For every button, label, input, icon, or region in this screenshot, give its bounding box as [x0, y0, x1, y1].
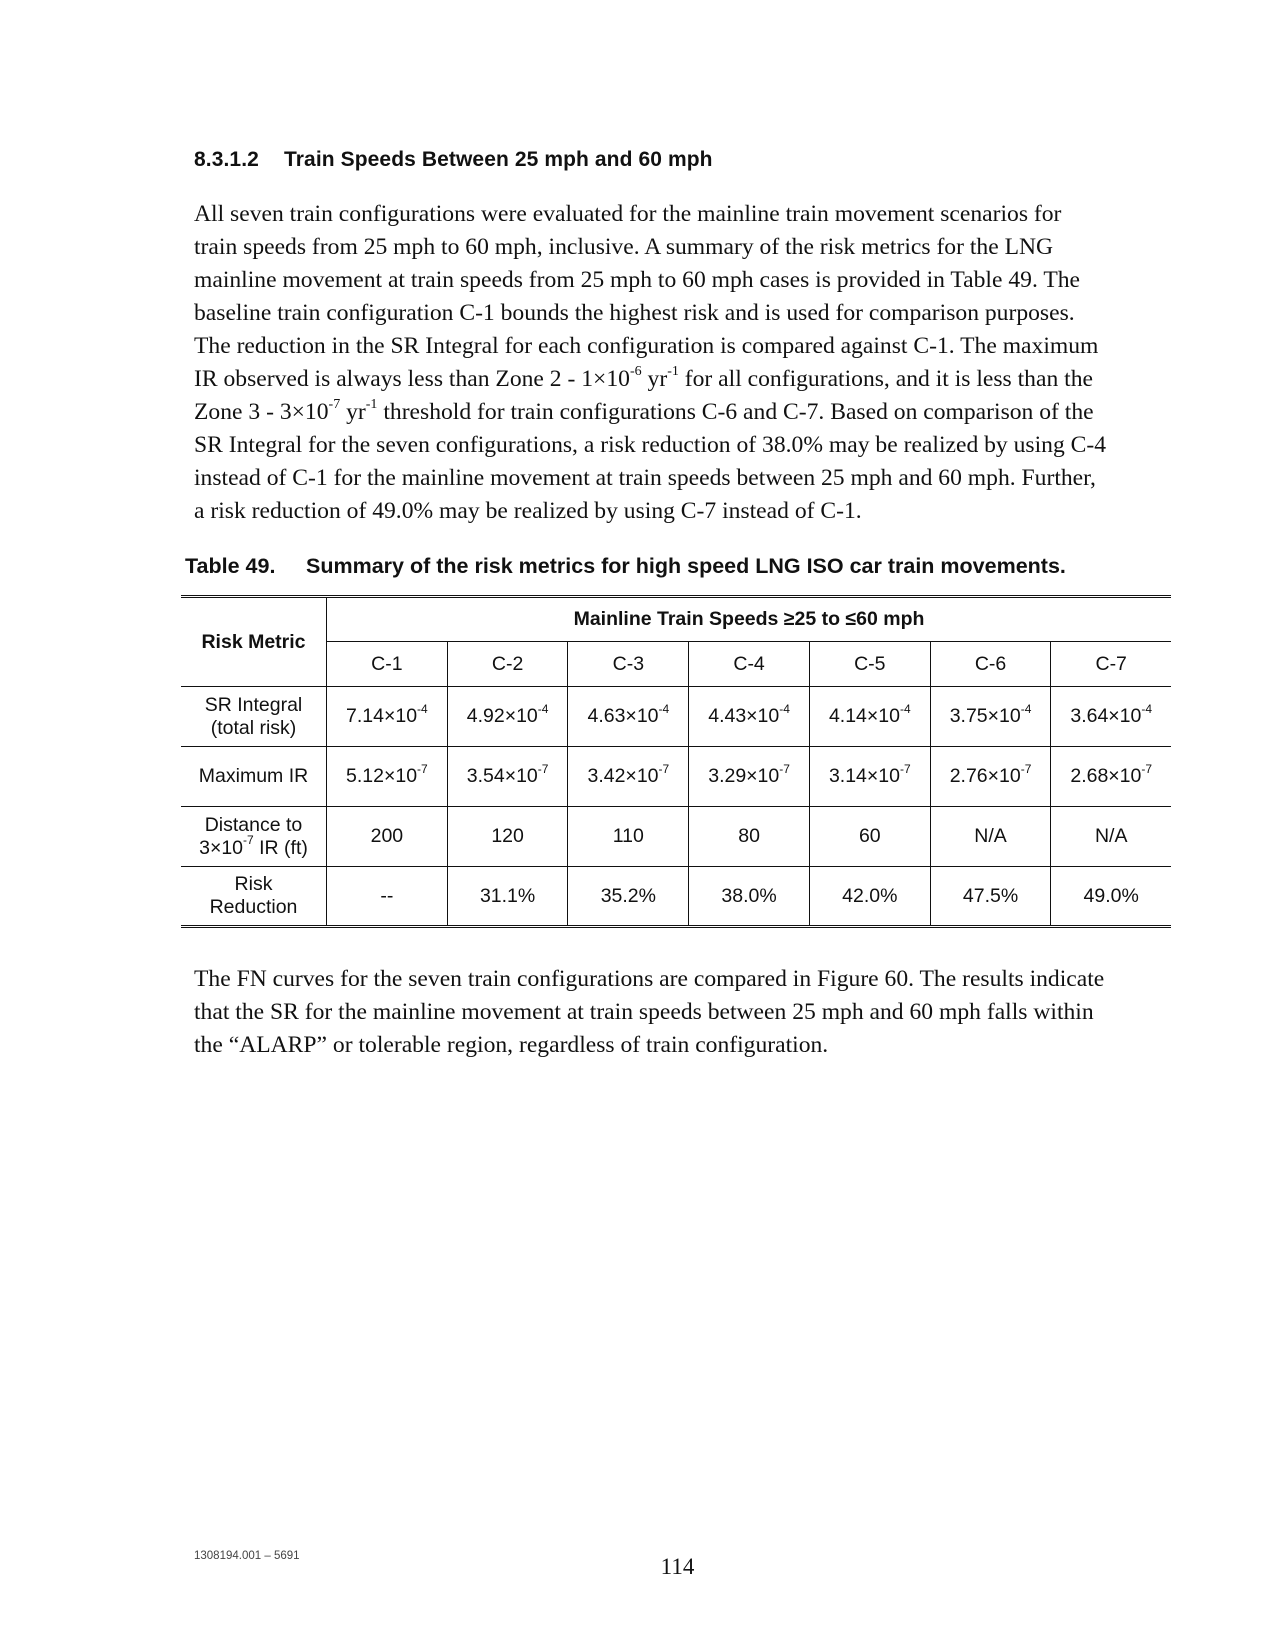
section-heading [194, 148, 713, 172]
section-number: 8.3.1.2 [194, 148, 259, 171]
superscript: -1 [365, 397, 378, 413]
table-cell: 47.5% [930, 867, 1051, 927]
table-cell [930, 687, 1051, 747]
text-run: threshold for train configurations C-6 and C-7. Based on comparison of the [377, 399, 1094, 425]
config-header: C-7 [1051, 642, 1171, 687]
paragraph-line: SR Integral for the seven configurations, a risk reduction of 38.0% may be realized by using C-4 [194, 432, 1107, 458]
paragraph-line: The reduction in the SR Integral for each configuration is compared against C-1. The maximum [194, 333, 1099, 359]
table-cell [447, 747, 568, 807]
cell-mantissa: 3.29×10 [708, 765, 780, 787]
cell-exponent: -7 [779, 761, 790, 776]
table-cell [689, 687, 810, 747]
text-run: Zone 3 - 3×10 [194, 399, 329, 425]
cell-exponent: -7 [899, 761, 911, 776]
cell-mantissa: 3.75×10 [949, 705, 1021, 727]
text-run: yr [340, 399, 366, 425]
table-cell [447, 687, 568, 747]
table-cell [568, 747, 689, 807]
cell-mantissa: 5.12×10 [346, 765, 418, 787]
row-label-line: IR (ft) [253, 836, 308, 859]
table-cell: 120 [447, 807, 568, 867]
table-cell: 49.0% [1051, 867, 1171, 927]
paragraph-line: baseline train configuration C-1 bounds the highest risk and is used for comparison purposes. [194, 300, 1075, 326]
table-cell: 110 [568, 807, 689, 867]
row-label-line: Distance to [204, 813, 303, 836]
table-row-sr-integral [181, 687, 1171, 747]
row-label-line: SR Integral [204, 693, 303, 716]
table-row-risk-reduction [181, 867, 1171, 927]
table-cell: 35.2% [568, 867, 689, 927]
table-row-maximum-ir [181, 747, 1171, 807]
paragraph-line: All seven train configurations were evaluated for the mainline train movement scenarios for [194, 201, 1062, 227]
cell-mantissa: 3.42×10 [587, 765, 659, 787]
paragraph-line: The FN curves for the seven train configurations are compared in Figure 60. The results indicate [194, 966, 1105, 992]
cell-exponent: -7 [1020, 761, 1032, 776]
table-cell [327, 747, 448, 807]
row-label-line: Reduction [209, 896, 298, 918]
text-run: yr [641, 366, 668, 392]
row-label-line: Risk [234, 873, 273, 895]
config-header: C-1 [327, 642, 448, 687]
paragraph-line [194, 363, 1194, 396]
table-cell [809, 687, 930, 747]
table-cell: 42.0% [809, 867, 930, 927]
superscript: -7 [243, 833, 254, 847]
row-label [181, 687, 327, 747]
risk-metrics-table [181, 595, 1171, 928]
paragraph-line: a risk reduction of 49.0% may be realized by using C-7 instead of C-1. [194, 498, 862, 524]
paragraph-line: instead of C-1 for the mainline movement at train speeds between 25 mph and 60 mph. Further, [194, 465, 1096, 491]
cell-exponent: -4 [779, 701, 790, 716]
cell-mantissa: 4.14×10 [828, 705, 900, 727]
table-caption [185, 554, 1066, 579]
table-cell [930, 747, 1051, 807]
config-header: C-4 [689, 642, 810, 687]
table-caption-text: Summary of the risk metrics for high speed LNG ISO car train movements. [306, 554, 1066, 578]
cell-exponent: -4 [899, 701, 911, 716]
row-label [181, 867, 327, 927]
text-run: for all configurations, and it is less than the [678, 366, 1093, 392]
table-cell: N/A [930, 807, 1051, 867]
speed-group-header: Mainline Train Speeds ≥25 to ≤60 mph [327, 597, 1172, 642]
row-label-line: (total risk) [210, 716, 297, 739]
superscript: -1 [667, 364, 679, 380]
table-cell: 60 [809, 807, 930, 867]
row-label-line: 3×10 [199, 836, 244, 859]
page-number: 114 [660, 1554, 695, 1579]
config-header: C-2 [447, 642, 568, 687]
cell-mantissa: 3.64×10 [1070, 705, 1142, 727]
table-cell [689, 747, 810, 807]
cell-exponent: -7 [658, 761, 670, 776]
table-caption-label: Table 49. [185, 554, 276, 578]
table-cell: 200 [327, 807, 448, 867]
config-header: C-5 [809, 642, 930, 687]
table-cell [1051, 687, 1171, 747]
table-cell [1051, 747, 1171, 807]
row-label: Maximum IR [181, 747, 327, 807]
config-header-row [181, 642, 1171, 687]
cell-exponent: -4 [417, 701, 428, 716]
cell-mantissa: 7.14×10 [346, 705, 418, 727]
cell-mantissa: 2.76×10 [949, 765, 1021, 787]
cell-exponent: -4 [1141, 701, 1153, 716]
table-cell: 38.0% [689, 867, 810, 927]
config-header: C-6 [930, 642, 1051, 687]
table-cell: N/A [1051, 807, 1171, 867]
superscript: -7 [328, 397, 341, 413]
risk-metric-header: Risk Metric [181, 597, 327, 687]
cell-mantissa: 2.68×10 [1070, 765, 1142, 787]
table-cell [568, 687, 689, 747]
cell-exponent: -4 [1020, 701, 1032, 716]
cell-mantissa: 3.14×10 [828, 765, 900, 787]
paragraph-line: train speeds from 25 mph to 60 mph, inclusive. A summary of the risk metrics for the LNG [194, 234, 1054, 260]
cell-exponent: -4 [658, 701, 670, 716]
cell-mantissa: 4.63×10 [587, 705, 659, 727]
superscript: -6 [629, 364, 642, 380]
body-paragraph-1 [194, 198, 1194, 528]
table-header-row [181, 597, 1171, 642]
row-label [181, 807, 327, 867]
body-paragraph-2 [194, 963, 1194, 1062]
footer-document-id: 1308194.001 – 5691 [194, 1550, 300, 1562]
table-cell: 31.1% [447, 867, 568, 927]
table-cell: 80 [689, 807, 810, 867]
cell-exponent: -7 [417, 761, 428, 776]
paragraph-line [194, 396, 1194, 429]
cell-exponent: -4 [537, 701, 549, 716]
cell-mantissa: 4.92×10 [466, 705, 538, 727]
paragraph-line: mainline movement at train speeds from 25 mph to 60 mph cases is provided in Table 49. The [194, 267, 1080, 293]
table-cell: -- [327, 867, 448, 927]
table-cell [327, 687, 448, 747]
text-run: IR observed is always less than Zone 2 - 1×10 [194, 366, 630, 392]
cell-mantissa: 3.54×10 [466, 765, 538, 787]
section-title: Train Speeds Between 25 mph and 60 mph [284, 148, 713, 171]
paragraph-line: the “ALARP” or tolerable region, regardless of train configuration. [194, 1032, 829, 1058]
cell-exponent: -7 [1141, 761, 1153, 776]
config-header: C-3 [568, 642, 689, 687]
table-row-distance [181, 807, 1171, 867]
paragraph-line: that the SR for the mainline movement at train speeds between 25 mph and 60 mph falls within [194, 999, 1094, 1025]
cell-mantissa: 4.43×10 [708, 705, 780, 727]
table-cell [809, 747, 930, 807]
cell-exponent: -7 [537, 761, 549, 776]
